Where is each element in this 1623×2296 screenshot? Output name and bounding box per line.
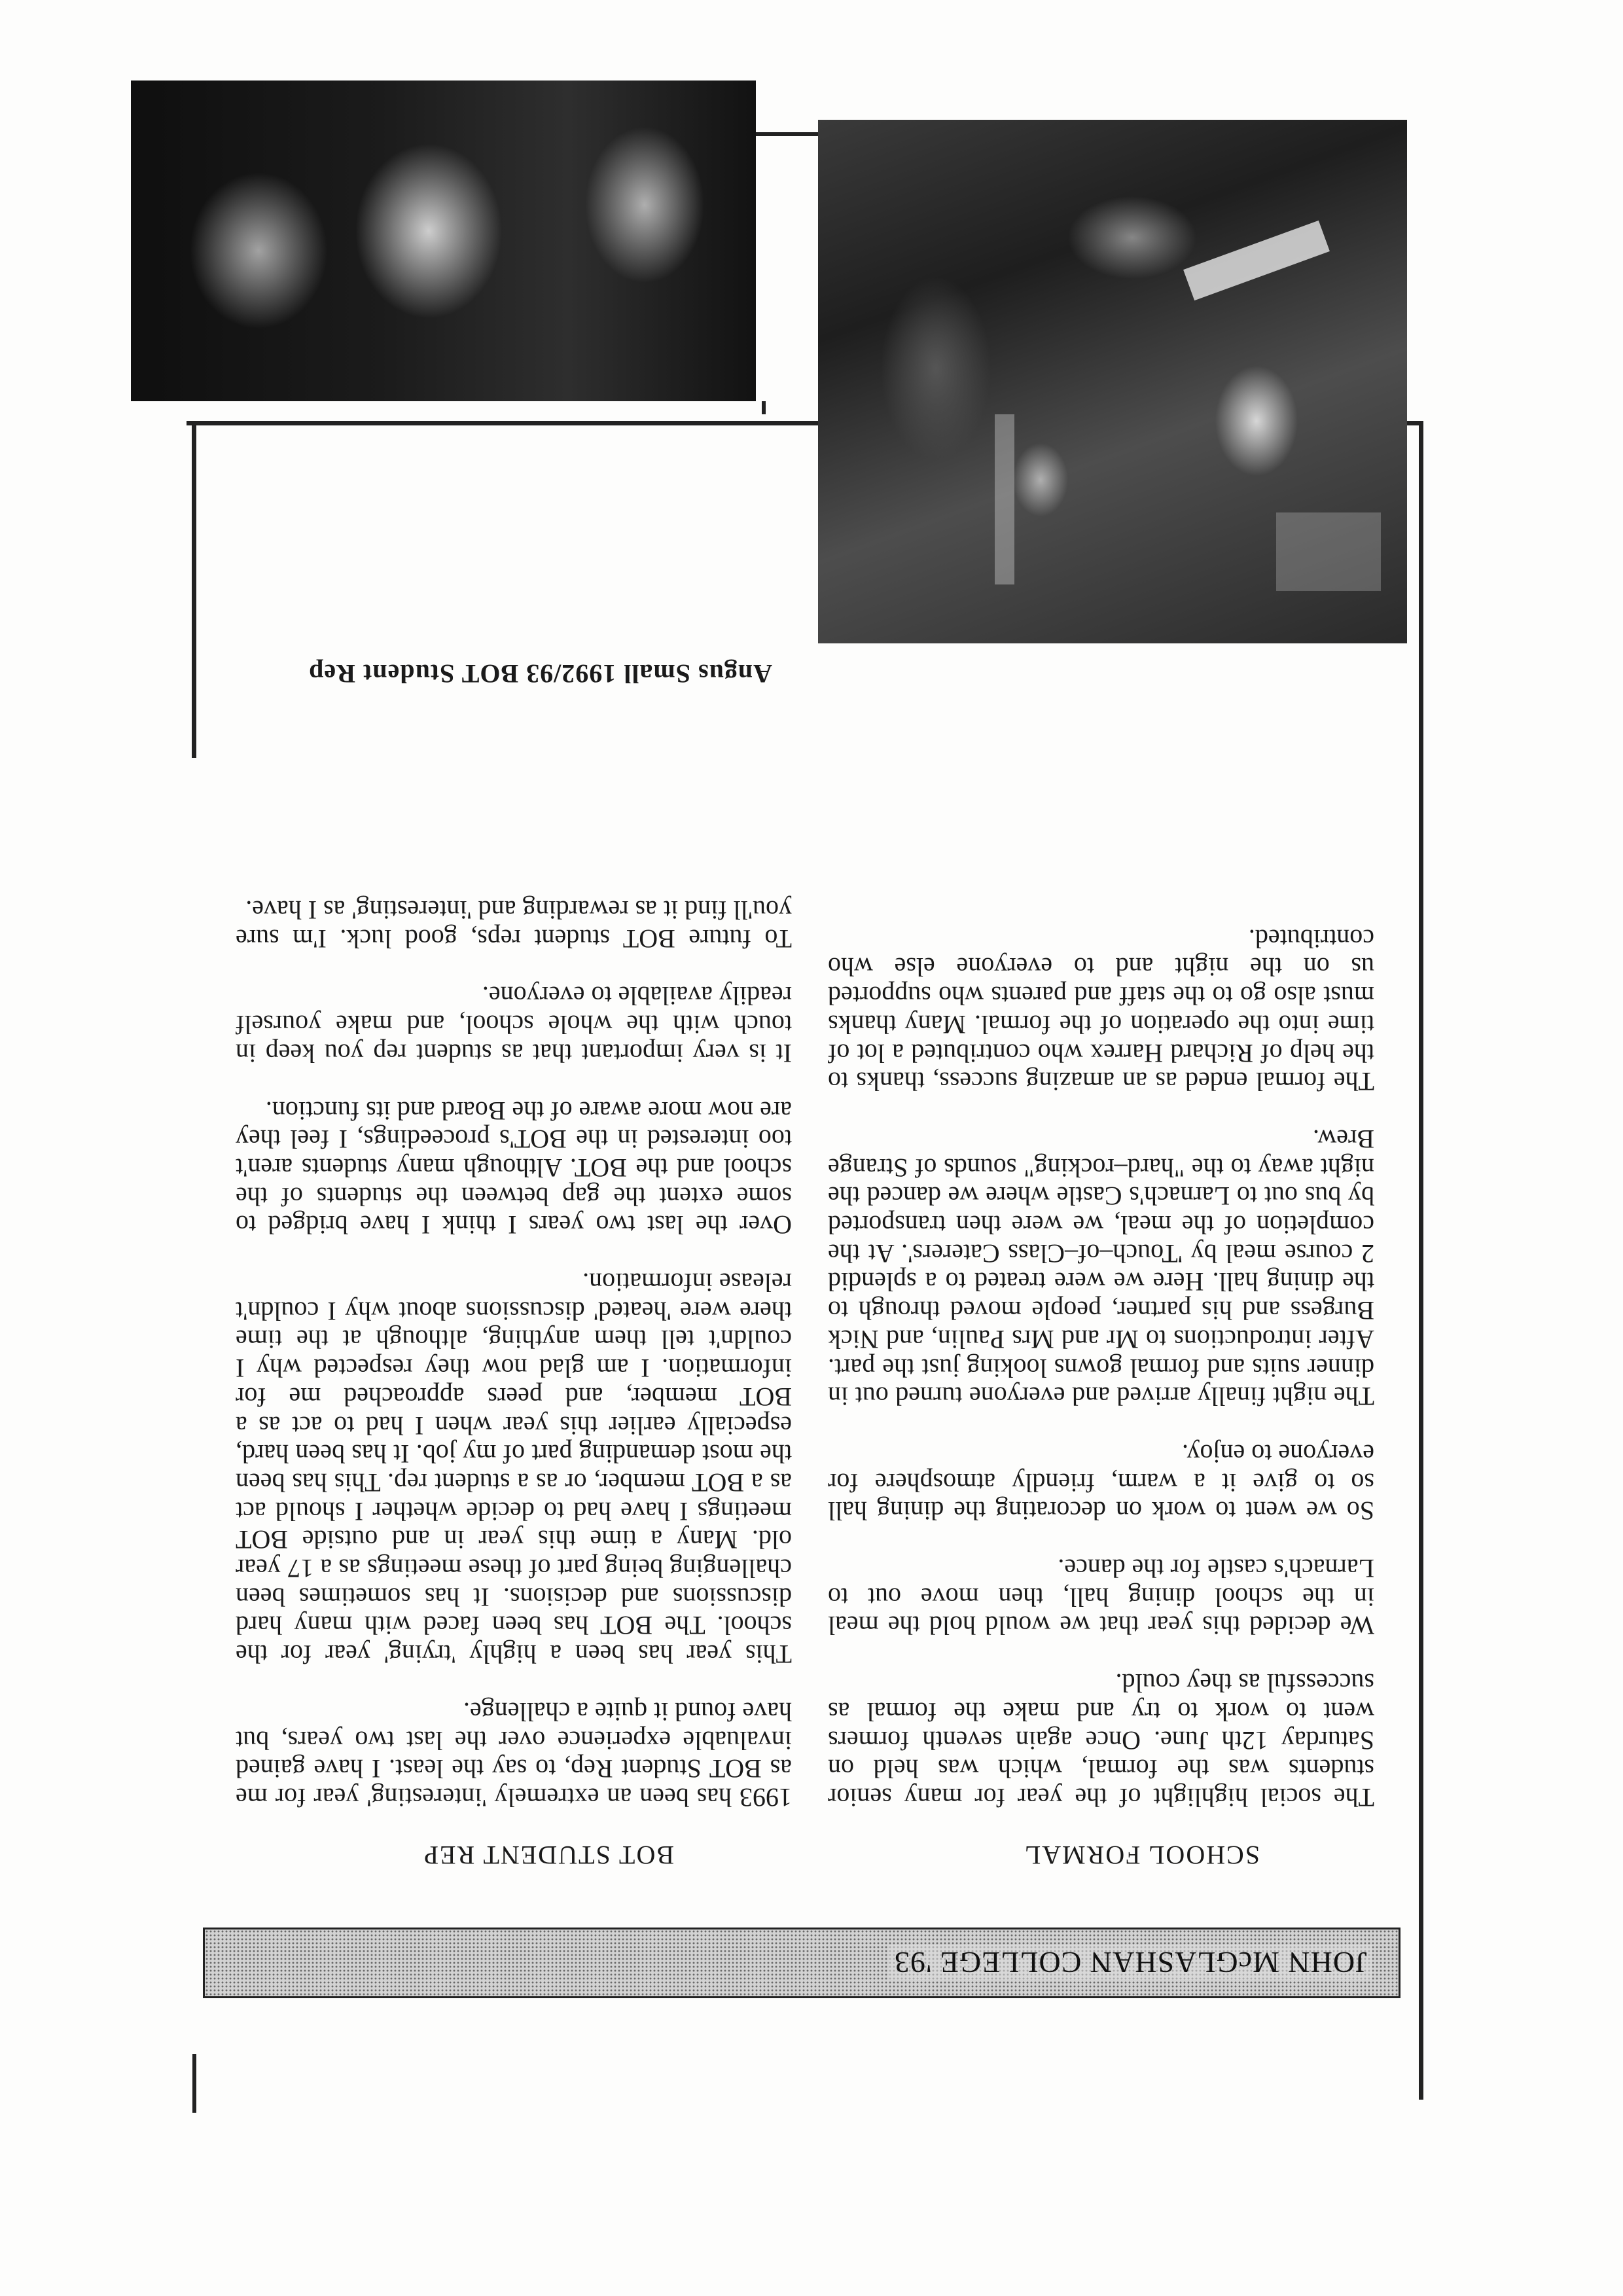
photo-connector-line xyxy=(756,132,818,136)
bot-student-rep-article xyxy=(236,867,792,1812)
school-formal-heading: SCHOOL FORMAL xyxy=(1023,1840,1260,1870)
bot-student-rep-heading: BOT STUDENT REP xyxy=(422,1840,674,1870)
frame-border-right-top xyxy=(192,2054,196,2113)
page-title: JOHN McGLASHAN COLLEGE '93 xyxy=(889,1946,1372,1981)
author-signature: Angus Small 1992/93 BOT Student Rep xyxy=(308,659,772,689)
school-formal-paragraph: The formal ended as an amazing success, thanks to the help of Richard Harrex who contributed a lot of time into the operation of the formal. Many thanks must also go to the staff and parents who supported us on the night and to everyone else who contributed. xyxy=(828,924,1374,1097)
bot-paragraph: 1993 has been an extremely 'interesting' year for me as BOT Student Rep, to say the least. I have gained invaluable experience over the last two years, but have found it quite a challenge. xyxy=(236,1696,792,1812)
bot-paragraph: To future BOT student reps, good luck. I'm sure you'll find it as rewarding and 'interesting' as I have. xyxy=(236,895,792,954)
school-formal-paragraph: The social highlight of the year for many senior students was the formal, which was held on Saturday 12th June. Once again seventh formers went to work to try and make the formal as successful as they could. xyxy=(828,1668,1374,1812)
bot-paragraph: This year has been a highly 'trying' year for the school. The BOT has been faced with many hard discussions and decisions. It has sometimes been challenging being part of these meetings as a 17 year old. Many a time this year in and outside BOT meetings I have had to decide whether I should act as a BOT member, or as a student rep. This has been the most demanding part of my job. It has been hard, especially earlier this year when I had to act as a BOT member, and peers approached me for information. I am glad now they respected why I couldn't tell them anything, although at the time there were 'heated' discussions about why I couldn't release information. xyxy=(236,1268,792,1670)
photo-frame-line xyxy=(762,401,766,414)
formal-dining-photo xyxy=(818,120,1407,643)
school-formal-article xyxy=(828,895,1374,1812)
bot-paragraph: It is very important that as student rep you keep in touch with the whole school, and make yourself readily available to everyone. xyxy=(236,981,792,1068)
header-banner xyxy=(203,1928,1400,1998)
formal-couples-photo xyxy=(131,81,756,401)
frame-border-right xyxy=(192,421,196,758)
school-formal-paragraph: We decided this year that we would hold the meal in the school dining hall, then move out to Larnach's castle for the dance. xyxy=(828,1554,1374,1641)
school-formal-paragraph: So we went to work on decorating the dining hall so to give it a warm, friendly atmosphere for everyone to enjoy. xyxy=(828,1439,1374,1526)
bot-paragraph: Over the last two years I think I have bridged to some extent the gap between the students of the school and the BOT. Although many students aren't too interested in the BOT's proceedings, I feel they are now more aware of the Board and its function. xyxy=(236,1096,792,1240)
frame-border-left xyxy=(1419,421,1423,2100)
school-formal-paragraph: The night finally arrived and everyone turned out in dinner suits and formal gowns looking just the part. After introductions to Mr and Mrs Paulin, and Nick Burgess and his partner, people moved through to the dining hall. Here we were treated to a splendid 2 course meal by 'Touch–of–Class Caterers'. At the completion of the meal, we were then transported by bus out to Larnach's Castle where we danced the night away to the "hard–rocking" sounds of Strange Brew. xyxy=(828,1124,1374,1412)
